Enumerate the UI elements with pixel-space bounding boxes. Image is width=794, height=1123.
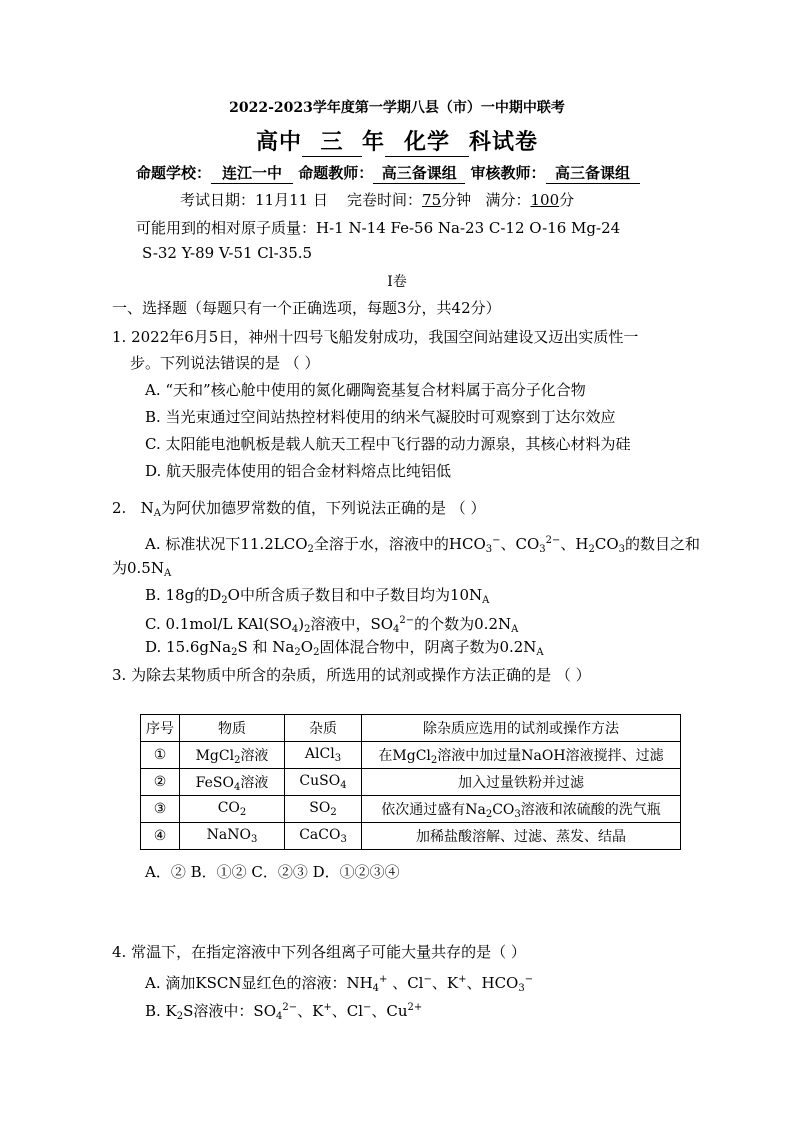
atomic-mass-line-1: 可能用到的相对原子质量：H-1 N-14 Fe-56 Na-23 C-12 O-16 Mg-24 <box>136 219 621 237</box>
volume-label: I卷 <box>387 274 407 290</box>
q2-stem: 2. $N_A$为阿伏加德罗常数的值，下列说法正确的是 （ ） <box>112 499 486 519</box>
table-header-cell: 除杂质应选用的试剂或操作方法 <box>362 715 681 742</box>
q1-option-d: D. 航天服壳体使用的铝合金材料熔点比纯铝低 <box>145 462 452 480</box>
table-row: ③ $CO_2$ $SO_2$ 依次通过盛有$Na_2CO_3$溶液和浓硫酸的洗气瓶 <box>141 796 681 823</box>
atomic-mass-line-2: S-32 Y-89 V-51 Cl-35.5 <box>142 244 313 262</box>
q1-option-b: B. 当光束通过空间站热控材料使用的纳米气凝胶时可观察到丁达尔效应 <box>145 408 616 426</box>
subject-blank: 化学 <box>385 128 469 157</box>
q2-option-b: B. 18g的$D_2O$中所含质子数目和中子数目均为$10N_A$ <box>145 586 490 606</box>
table-row: ④ NaNO$_3$ CaCO$_3$ 加稀盐酸溶解、过滤、蒸发、结晶 <box>141 823 681 850</box>
table-header-cell: 杂质 <box>285 715 362 742</box>
exam-title: 高中 三 年 化学 科试卷 <box>255 129 539 155</box>
q2-option-c: C. 0.1mol/L $KAl(SO_4)_2$溶液中，$SO_4^{2-}$的个数为$0.2N_A$ <box>145 615 519 635</box>
q4-option-b: B. $K_2S$溶液中：$SO_4^{2-}$、K+、Cl−、$Cu^{2+}$ <box>145 1002 423 1022</box>
section-heading: 一、选择题（每题只有一个正确选项，每题3分，共42分） <box>112 299 501 317</box>
q2-option-a-cont: 为$0.5N_A$ <box>112 559 172 579</box>
table-header-row <box>141 715 681 742</box>
table-header-cell: 序号 <box>141 715 180 742</box>
exam-header-line: 2022-2023学年度第一学期八县（市）一中期中联考 <box>229 100 565 116</box>
q4-stem: 4. 常温下，在指定溶液中下列各组离子可能大量共存的是（ ） <box>112 943 526 961</box>
q1-option-a: A. “天和”核心舱中使用的氮化硼陶瓷基复合材料属于高分子化合物 <box>145 381 586 399</box>
q1-stem: 1. 2022年6月5日，神州十四号飞船发射成功，我国空间站建设又迈出实质性一 <box>112 328 639 346</box>
q2-option-d: D. 15.6gNa$_2$S 和 $Na_2O_2$固体混合物中，阴离子数为$0.2N_A$ <box>145 638 544 658</box>
q2-option-a: A. 标准状况下$11.2LCO_2$全溶于水，溶液中的$HCO_3^-$、$CO_3^{2-}$、$H_2CO_3$的数目之和 <box>145 535 701 555</box>
q1-stem-cont: 步。下列说法错误的是 （ ） <box>130 354 320 372</box>
q3-options: A．② B．①② C．②③ D．①②③④ <box>145 863 400 881</box>
table-row: ② FeSO$_4$溶液 CuSO$_4$ 加入过量铁粉并过滤 <box>141 769 681 796</box>
q3-stem: 3. 为除去某物质中所含的杂质，所选用的试剂或操作方法正确的是 （ ） <box>112 666 591 684</box>
table-header-cell: 物质 <box>180 715 285 742</box>
author-line: 命题学校： 连江一中 命题教师： 高三备课组 审核教师： 高三备课组 <box>136 163 640 184</box>
q1-option-c: C. 太阳能电池帆板是载人航天工程中飞行器的动力源泉，其核心材料为硅 <box>145 435 631 453</box>
q4-option-a: A. 滴加KSCN显红色的溶液：$NH_4^+$ 、Cl−、K+、$HCO_3^-$ <box>145 974 534 994</box>
q3-table <box>140 714 681 850</box>
table-row: ① MgCl$_2$溶液 AlCl$_3$ 在MgCl$_2$溶液中加过量NaOH溶液搅拌、过滤 <box>141 742 681 769</box>
exam-info-line: 考试日期：11月11 日 完卷时间：75分钟 满分：100分 <box>180 191 575 209</box>
grade-blank: 三 <box>302 128 362 157</box>
